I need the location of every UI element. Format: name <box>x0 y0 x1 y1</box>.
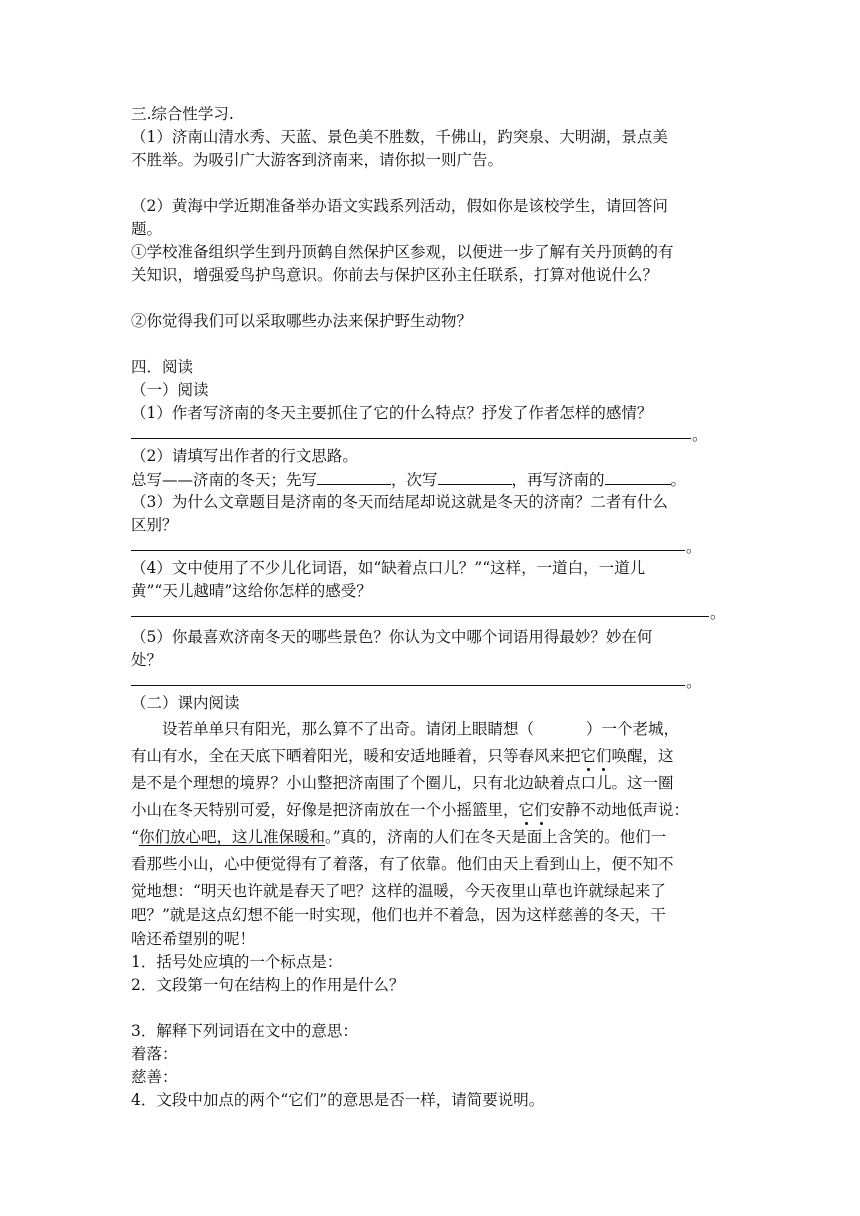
passage-line-4 <box>131 800 689 820</box>
dotted-char: 它 <box>580 747 597 765</box>
section4-q2-fill <box>131 469 686 490</box>
end-mark: 。 <box>670 471 687 489</box>
section4-part1-title: （一）阅读 <box>131 381 209 399</box>
dotted-char: 们 <box>534 801 550 819</box>
end-mark: 。 <box>692 426 708 444</box>
passage-text: 有山有水，全在天底下晒着阳光，暖和安适地睡着，只等春风来把 <box>131 747 581 765</box>
passage-text: 设若单单只有阳光，那么算不了出奇。请闭上眼睛想（ <box>162 720 535 738</box>
section4-q5-line1: （5）你最喜欢济南冬天的哪些景色？你认为文中哪个词语用得最妙？妙在何 <box>131 628 653 646</box>
section3-q2b: ②你觉得我们可以采取哪些办法来保护野生动物？ <box>131 312 473 330</box>
end-mark: 。 <box>710 604 726 622</box>
passage-line-8: 吧？”就是这点幻想不能一时实现，他们也并不着急，因为这样慈善的冬天，干 <box>131 906 666 924</box>
passage-line-5 <box>131 827 666 847</box>
question-3: 3．解释下列词语在文中的意思： <box>131 1022 358 1040</box>
question-1: 1．括号处应填的一个标点是： <box>131 953 343 971</box>
passage-text: ）一个老城， <box>586 720 680 738</box>
section3-title: 三.综合性学习. <box>131 105 234 123</box>
question-4: 4．文段中加点的两个“它们”的意思是否一样，请简要说明。 <box>131 1091 545 1109</box>
passage-text: “ <box>131 828 139 846</box>
passage-line-7: 觉地想：“明天也许就是春天了吧？这样的温暖，今天夜里山草也许就绿起来了 <box>131 882 666 900</box>
dotted-char: 们 <box>596 747 612 765</box>
section3-q2a-line2: 关知识，增强爱鸟护鸟意识。你前去与保护区孙主任联系，打算对他说什么？ <box>131 266 659 284</box>
section3-q2-line1: （2）黄海中学近期准备举办语文实践系列活动，假如你是该校学生，请回答问 <box>131 197 668 215</box>
section4-part2-title: （二）课内阅读 <box>131 694 240 712</box>
end-mark: 。 <box>686 538 702 556</box>
passage-text: 小山在冬天特别可爱，好像是把济南放在一个小摇篮里， <box>131 801 519 819</box>
section3-q1-line2: 不胜举。为吸引广大游客到济南来，请你拟一则广告。 <box>131 151 504 169</box>
section4-q3-line2: 区别？ <box>131 516 178 534</box>
passage-text: 安静不动地低声说： <box>549 801 690 819</box>
passage-line-3: 是不是个理想的境界？小山整把济南围了个圈儿，只有北边缺着点口儿。这一圈 <box>131 774 674 792</box>
fill-text-b: ，次写 <box>391 471 438 489</box>
passage-line-9: 啥还希望别的呢！ <box>131 930 256 948</box>
fill-text-a: 总写——济南的冬天；先写 <box>131 471 318 489</box>
section3-q1-line1: （1）济南山清水秀、天蓝、景色美不胜数，千佛山，趵突泉、大明湖，景点美 <box>131 128 668 146</box>
answer-line-q1[interactable] <box>131 438 691 439</box>
passage-text: 唤醒，这 <box>611 747 674 765</box>
section4-q4-line2: 黄”“天儿越晴”这给你怎样的感受？ <box>131 582 372 600</box>
section4-title: 四．阅读 <box>131 358 194 376</box>
passage-line-1 <box>162 719 679 739</box>
section4-q3-line1: （3）为什么文章题目是济南的冬天而结尾却说这就是冬天的济南？二者有什么 <box>131 493 668 511</box>
passage-line-2 <box>131 746 674 766</box>
question-2: 2．文段第一句在结构上的作用是什么？ <box>131 976 405 994</box>
answer-line-q3[interactable] <box>131 550 685 551</box>
question-3b: 慈善： <box>131 1068 178 1086</box>
section4-q1: （1）作者写济南的冬天主要抓住了它的什么特点？抒发了作者怎样的感情？ <box>131 404 653 422</box>
answer-line-q5[interactable] <box>131 685 685 686</box>
section3-q2-line2: 题。 <box>131 220 163 238</box>
dotted-char: 它 <box>518 801 535 819</box>
section4-q2: （2）请填写出作者的行文思路。 <box>131 447 358 465</box>
answer-line-q4[interactable] <box>131 616 709 617</box>
question-3a: 着落： <box>131 1045 178 1063</box>
fill-text-c: ，再写济南的 <box>511 471 605 489</box>
blank-first[interactable] <box>317 469 391 485</box>
section4-q4-line1: （4）文中使用了不少儿化词语，如“缺着点口儿？”“这样，一道白，一道儿 <box>131 559 646 577</box>
blank-third[interactable] <box>605 469 671 485</box>
section3-q2a-line1: ①学校准备组织学生到丹顶鹤自然保护区参观，以便进一步了解有关丹顶鹤的有 <box>131 243 674 261</box>
section4-q5-line2: 处？ <box>131 651 163 669</box>
passage-text: 。”真的，济南的人们在冬天是面上含笑的。他们一 <box>324 828 667 846</box>
blank-second[interactable] <box>438 469 512 485</box>
passage-line-6: 看那些小山，心中便觉得有了着落，有了依靠。他们由天上看到山上，便不知不 <box>131 855 674 873</box>
end-mark: 。 <box>686 673 702 691</box>
underlined-quote: 你们放心吧，这儿准保暖和 <box>138 828 325 846</box>
